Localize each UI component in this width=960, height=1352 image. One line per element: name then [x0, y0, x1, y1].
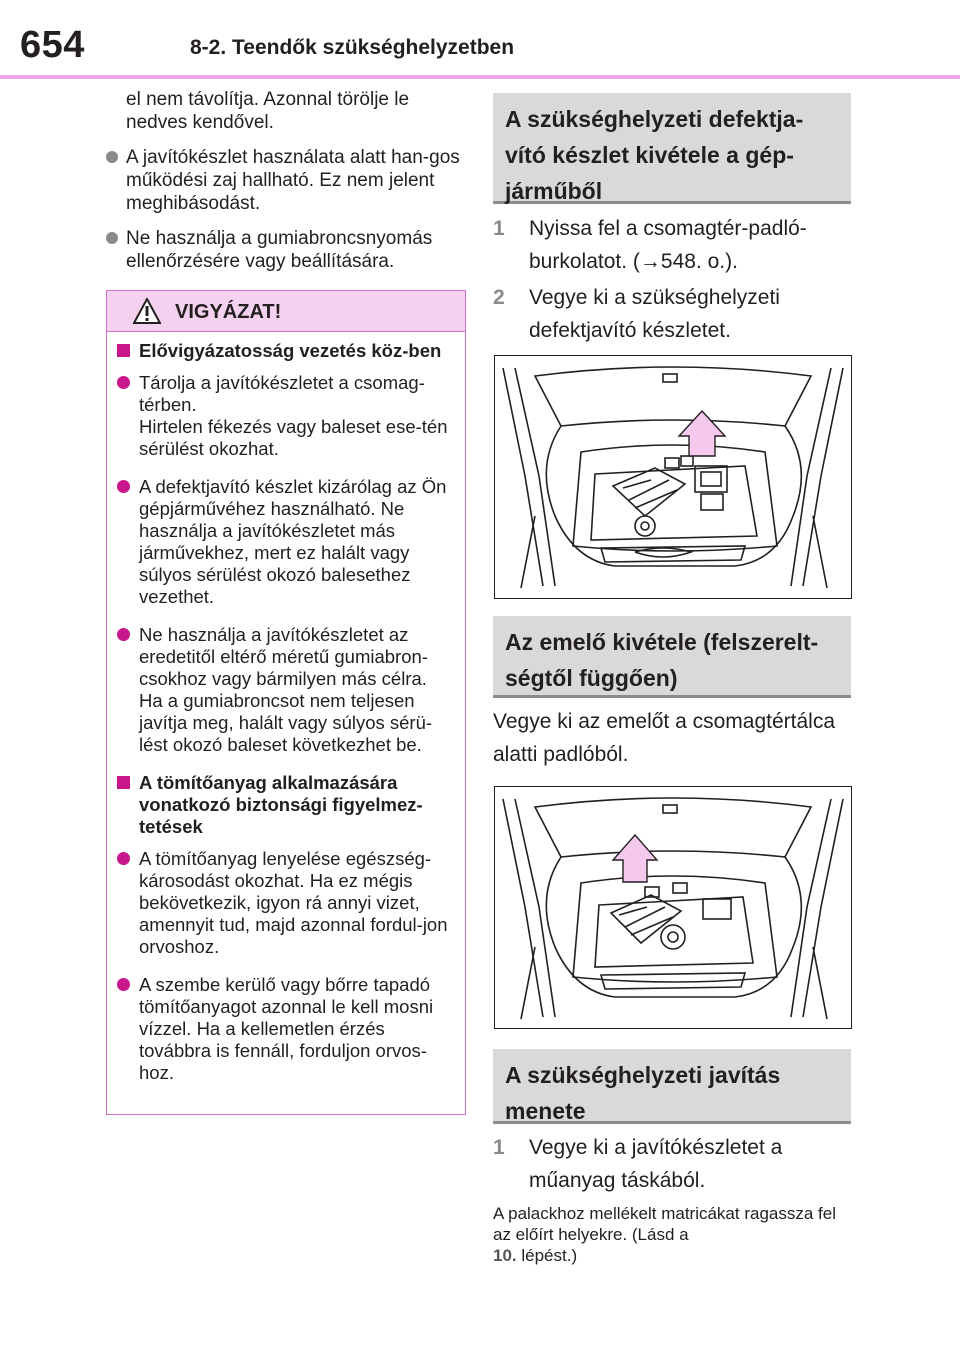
trunk-kit-illustration	[494, 355, 852, 599]
step-item	[493, 1131, 853, 1197]
section-heading-repair	[493, 1049, 851, 1124]
bullet-item: Ne használja a gumiabroncsnyomás ellenőrzésére vagy beállítására.	[106, 227, 466, 273]
step-number: 1	[493, 1136, 505, 1159]
section-title: A szükséghelyzeti defektja-vító készlet kivétele a gép-járműből	[505, 106, 804, 204]
section-heading-jack	[493, 616, 851, 698]
step-text: Vegye ki a javítókészletet a műanyag táskából.	[529, 1136, 783, 1192]
caution-item: A tömítőanyag lenyelése egészség-károsodást okozhat. Ha ez mégis bekövetkezik, igyon rá annyi vizet, amennyit tud, majd azonnal fordul-jon orvoshoz.	[117, 848, 455, 958]
jack-instructions: Vegye ki az emelőt a csomagtértálca alatti padlóból.	[493, 710, 836, 766]
arrow-up-icon	[679, 411, 725, 456]
step-number: 1	[493, 217, 505, 240]
caution-subheading: A tömítőanyag alkalmazására vonatkozó biztonsági figyelmez-tetések	[117, 772, 455, 838]
caution-subheading: Elővigyázatosság vezetés köz-ben	[117, 340, 455, 362]
caution-item: Tárolja a javítókészletet a csomag-térben. Hirtelen fékezés vagy baleset ese-tén sérülést okozhat.	[117, 372, 455, 460]
caution-item: Ne használja a javítókészletet az eredetitől eltérő méretű gumiabron-csokhoz vagy bármilyen más célra. Ha a gumiabroncsot nem teljesen javítja meg, halált vagy súlyos sérü-lést okozó baleset következhet be.	[117, 624, 455, 756]
arrow-up-icon	[613, 835, 657, 882]
caution-title: VIGYÁZAT!	[175, 301, 282, 323]
left-column	[106, 88, 466, 285]
note-text: A palackhoz mellékelt matricákat ragassza fel az előírt helyekre. (Lásd a	[493, 1204, 836, 1244]
caution-item: A defektjavító készlet kizárólag az Ön gépjárművéhez használható. Ne használja a javítókészletet más járművekhez, mert ez halált vagy súlyos sérülést okozó balesethez vezethet.	[117, 476, 455, 608]
bullet-item: A javítókészlet használata alatt han-gos működési zaj hallható. Ez nem jelent meghibásodást.	[106, 146, 466, 215]
caution-item: A szembe kerülő vagy bőrre tapadó tömítőanyagot azonnal le kell mosni vízzel. Ha a kellemetlen érzés továbbra is fennáll, forduljon orvos-hoz.	[117, 974, 455, 1084]
step-reference: 10.	[493, 1246, 517, 1265]
step-item	[493, 281, 853, 347]
header-rule	[0, 75, 960, 79]
section-title: Az emelő kivétele (felszerelt-ségtől függően)	[505, 629, 819, 691]
step-number: 2	[493, 286, 505, 309]
step-text: Nyissa fel a csomagtér-padló-burkolatot. (→548. o.).	[529, 217, 807, 273]
chapter-title: 8-2. Teendők szükséghelyzetben	[190, 36, 515, 59]
trunk-jack-illustration	[494, 786, 852, 1029]
warning-icon	[133, 298, 161, 324]
page-header	[0, 0, 960, 80]
page-number: 654	[20, 24, 85, 66]
section-heading-kit-removal	[493, 93, 851, 204]
continuation-text: el nem távolítja. Azonnal törölje le nedves kendővel.	[126, 89, 410, 133]
caution-header	[107, 291, 465, 332]
note-text-end: lépést.)	[516, 1246, 578, 1265]
caution-box	[106, 290, 466, 1115]
section-title: A szükséghelyzeti javítás menete	[505, 1062, 781, 1124]
step-text: Vegye ki a szükséghelyzeti defektjavító készletet.	[529, 286, 780, 342]
sticker-note	[493, 1203, 853, 1266]
step-item	[493, 212, 853, 278]
